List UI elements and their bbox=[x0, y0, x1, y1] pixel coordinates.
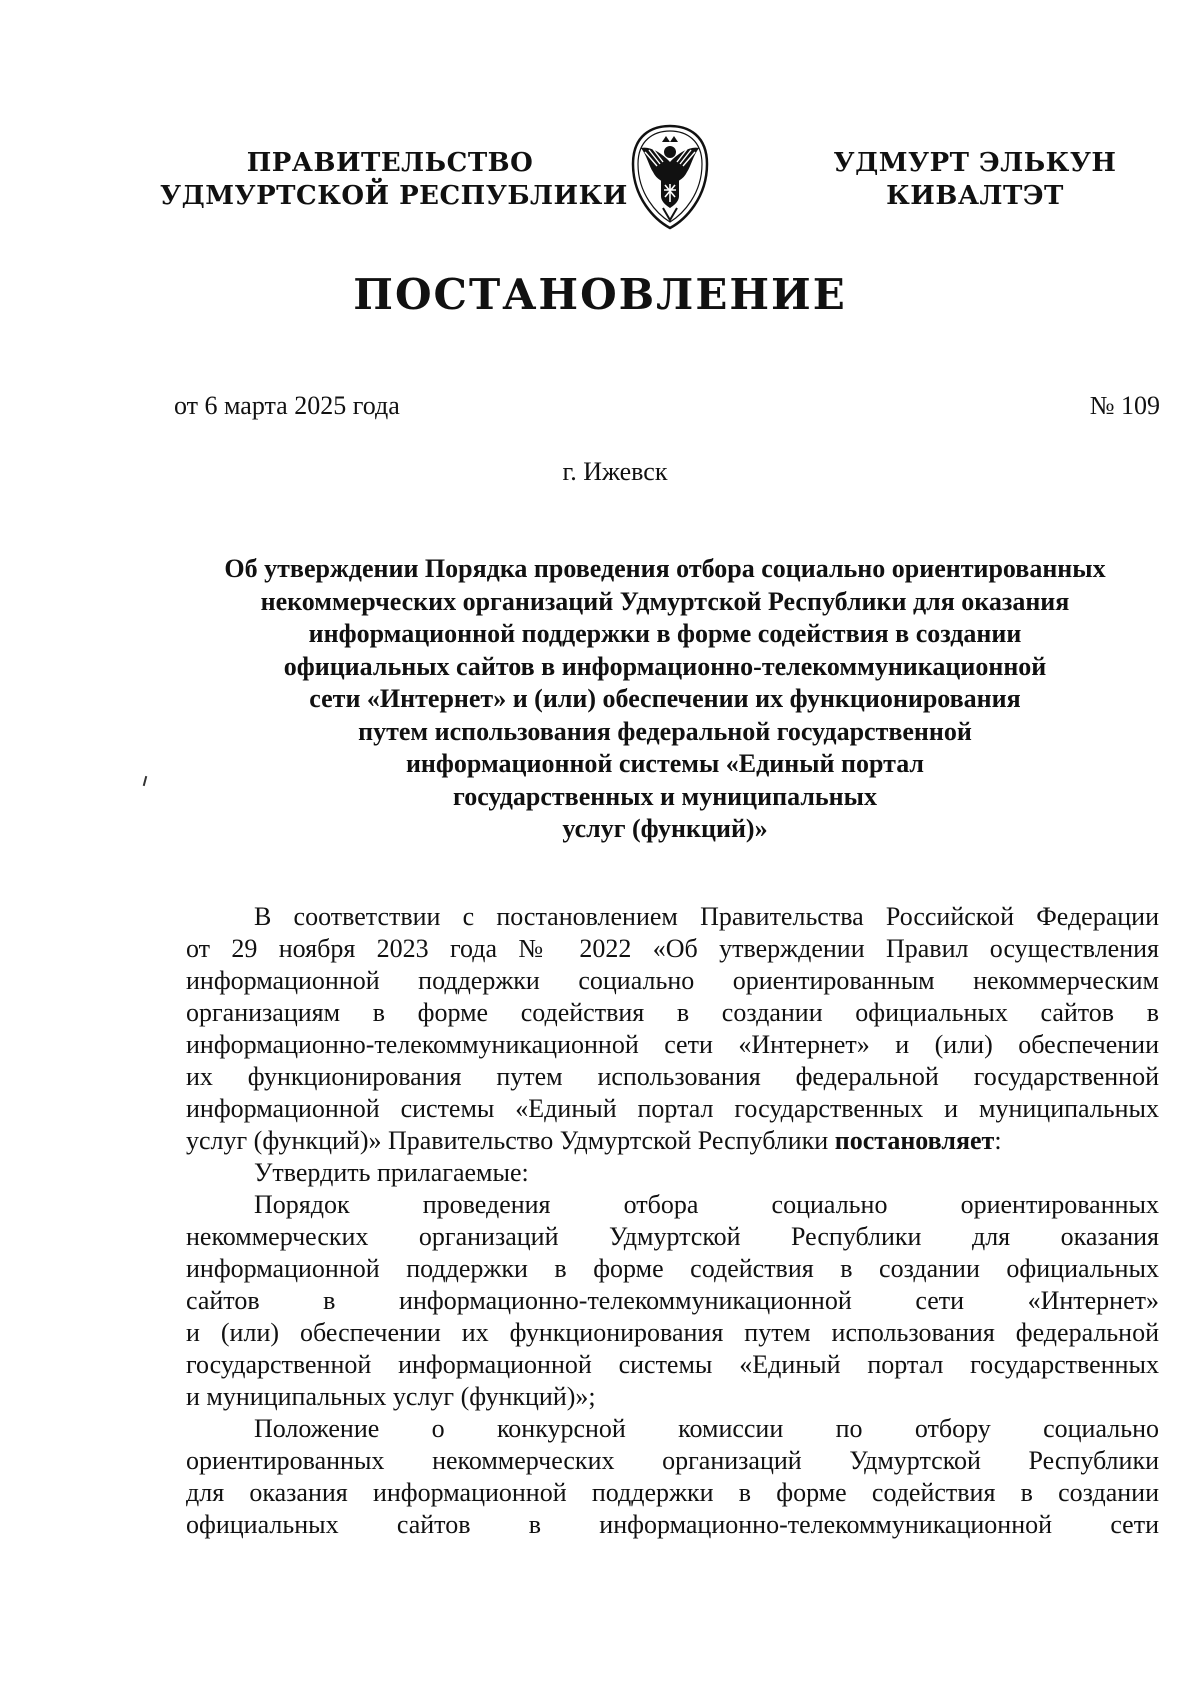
body-line: информационной поддержки в форме содействия в создании официальных bbox=[186, 1254, 1159, 1283]
subject-line: сети «Интернет» и (или) обеспечении их функционирования bbox=[309, 684, 1021, 713]
body-line: Утвердить прилагаемые: bbox=[254, 1158, 529, 1187]
body-line: от 29 ноября 2023 года № 2022 «Об утверждении Правил осуществления bbox=[186, 934, 1159, 963]
header-left-line1: ПРАВИТЕЛЬСТВО bbox=[246, 148, 534, 178]
subject-line: информационной поддержки в форме содействия в создании bbox=[308, 619, 1022, 648]
subject-line: некоммерческих организаций Удмуртской Республики для оказания bbox=[260, 586, 1070, 616]
body-line: сайтов в информационно-телекоммуникационной сети «Интернет» bbox=[186, 1286, 1159, 1315]
body-line: Порядок проведения отбора социально ориентированных bbox=[254, 1190, 1159, 1219]
body-text: : bbox=[994, 1126, 1002, 1155]
body-line: Положение о конкурсной комиссии по отбору социально bbox=[254, 1414, 1159, 1443]
decree-verb: постановляет bbox=[834, 1126, 995, 1155]
document-subject bbox=[170, 553, 1160, 846]
scan-speck bbox=[143, 776, 148, 786]
header-left bbox=[160, 147, 628, 213]
body-line: некоммерческих организаций Удмуртской Республики для оказания bbox=[186, 1222, 1159, 1251]
document-number: № 109 bbox=[1089, 391, 1160, 420]
subject-line: государственных и муниципальных bbox=[453, 781, 877, 811]
subject-line: официальных сайтов в информационно-телекоммуникационной bbox=[283, 651, 1047, 681]
body-line: ориентированных некоммерческих организаций Удмуртской Республики bbox=[186, 1446, 1159, 1475]
body-line: В соответствии с постановлением Правительства Российской Федерации bbox=[254, 902, 1159, 931]
body-line: информационной системы «Единый портал государственных и муниципальных bbox=[186, 1094, 1159, 1123]
body-line: государственной информационной системы «Единый портал государственных bbox=[186, 1350, 1159, 1379]
document-city: г. Ижевск bbox=[562, 457, 668, 486]
coat-of-arms-emblem-icon bbox=[627, 122, 713, 232]
subject-line: путем использования федеральной государственной bbox=[358, 716, 972, 746]
header-right bbox=[825, 147, 1125, 213]
subject-line: Об утверждении Порядка проведения отбора социально ориентированных bbox=[224, 554, 1106, 583]
body-line: организациям в форме содействия в создании официальных сайтов в bbox=[186, 998, 1159, 1027]
header-right-line2: КИВАЛТЭТ bbox=[886, 181, 1064, 211]
body-line: для оказания информационной поддержки в форме содействия в создании bbox=[186, 1478, 1159, 1507]
document-body bbox=[186, 901, 1159, 1541]
body-text: услуг (функций)» Правительство Удмуртской Республики bbox=[186, 1126, 835, 1155]
subject-line: информационной системы «Единый портал bbox=[405, 749, 925, 778]
header-right-line1: УДМУРТ ЭЛЬКУН bbox=[833, 148, 1117, 178]
body-line: информационно-телекоммуникационной сети «Интернет» и (или) обеспечении bbox=[186, 1030, 1159, 1059]
document-date: от 6 марта 2025 года bbox=[174, 391, 400, 420]
body-line: официальных сайтов в информационно-телекоммуникационной сети bbox=[186, 1510, 1159, 1539]
body-line-last bbox=[186, 1125, 1159, 1157]
body-line: их функционирования путем использования федеральной государственной bbox=[186, 1062, 1159, 1091]
body-line: информационной поддержки социально ориентированным некоммерческим bbox=[186, 966, 1159, 995]
body-line: и (или) обеспечении их функционирования путем использования федеральной bbox=[186, 1318, 1159, 1347]
header-left-line2: УДМУРТСКОЙ РЕСПУБЛИКИ bbox=[160, 181, 628, 211]
document-title: ПОСТАНОВЛЕНИЕ bbox=[353, 270, 847, 319]
body-line: и муниципальных услуг (функций)»; bbox=[186, 1382, 596, 1411]
subject-line: услуг (функций)» bbox=[562, 814, 768, 843]
